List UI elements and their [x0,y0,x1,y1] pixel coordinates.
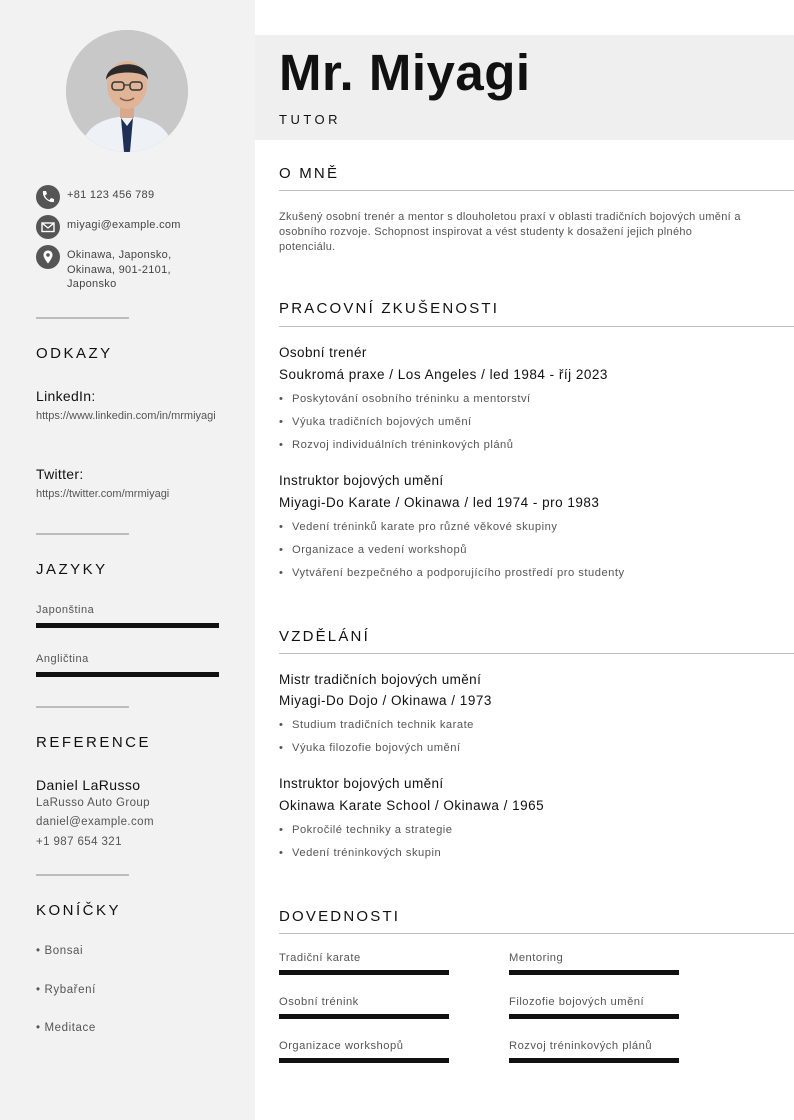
page-title: Mr. Miyagi [279,44,531,101]
section-divider [279,653,794,654]
language-name: Japonština [36,604,95,616]
skill-level-bar [509,1014,679,1019]
bullet-glyph: • [36,945,41,957]
language-level-bar [36,672,219,677]
education-bullet [279,742,461,754]
skills-heading: DOVEDNOSTI [279,908,401,925]
bullet-glyph: • [36,984,41,996]
linkedin-label: LinkedIn: [36,388,96,404]
twitter-label: Twitter: [36,466,84,482]
bullet-text: Organizace a vedení workshopů [292,544,467,556]
divider [36,706,129,708]
bullet-glyph: • [279,544,284,556]
reference-phone: +1 987 654 321 [36,836,122,848]
job-subtitle: Soukromá praxe / Los Angeles / led 1984 - říj 2023 [279,367,608,382]
bullet-glyph: • [279,719,284,731]
reference-name: Daniel LaRusso [36,777,141,793]
bullet-text: Pokročilé techniky a strategie [292,824,453,836]
hobby-label: Rybaření [44,984,96,996]
bullet-text: Studium tradičních technik karate [292,719,474,731]
bullet-glyph: • [279,439,284,451]
skill-name: Osobní trénink [279,996,359,1008]
skill-level-bar [279,1014,449,1019]
education-title: Instruktor bojových umění [279,776,444,791]
linkedin-link[interactable]: https://www.linkedin.com/in/mrmiyagi [36,410,216,422]
job-subtitle: Miyagi-Do Karate / Okinawa / led 1974 - pro 1983 [279,495,600,510]
education-subtitle: Miyagi-Do Dojo / Okinawa / 1973 [279,693,492,708]
bullet-text: Vytváření bezpečného a podporujícího prostředí pro studenty [292,567,625,579]
reference-email[interactable]: daniel@example.com [36,816,154,828]
profile-photo [66,30,188,152]
job-bullet [279,521,557,533]
languages-heading: JAZYKY [36,561,108,578]
divider [36,317,129,319]
job-bullet [279,393,531,405]
bullet-text: Výuka filozofie bojových umění [292,742,461,754]
bullet-glyph: • [279,393,284,405]
skill-level-bar [509,1058,679,1063]
divider [36,533,129,535]
education-subtitle: Okinawa Karate School / Okinawa / 1965 [279,798,545,813]
phone-text: +81 123 456 789 [67,189,155,201]
mail-icon [36,215,60,239]
bullet-glyph: • [279,416,284,428]
phone-icon [36,185,60,209]
section-divider [279,190,794,191]
experience-heading: PRACOVNÍ ZKUŠENOSTI [279,300,500,317]
education-bullet [279,719,474,731]
language-level-bar [36,623,219,628]
bullet-text: Vedení tréninkových skupin [292,847,442,859]
bullet-glyph: • [279,521,284,533]
bullet-text: Poskytování osobního tréninku a mentorství [292,393,531,405]
bullet-glyph: • [279,824,284,836]
job-bullet [279,544,467,556]
job-bullet [279,439,514,451]
links-heading: ODKAZY [36,345,113,362]
bullet-glyph: • [279,847,284,859]
bullet-glyph: • [279,742,284,754]
skill-name: Tradiční karate [279,952,361,964]
bullet-text: Výuka tradičních bojových umění [292,416,472,428]
about-heading: O MNĚ [279,165,340,182]
address-text: Okinawa, Japonsko, Okinawa, 901-2101, Japonsko [67,249,172,290]
section-divider [279,933,794,934]
skill-name: Mentoring [509,952,564,964]
job-title: Instruktor bojových umění [279,473,444,488]
skill-level-bar [279,1058,449,1063]
location-pin-icon [36,245,60,269]
reference-heading: REFERENCE [36,734,152,751]
education-heading: VZDĚLÁNÍ [279,628,370,645]
job-title: Osobní trenér [279,345,367,360]
hobby-item [36,1022,96,1034]
skill-name: Organizace workshopů [279,1040,404,1052]
bullet-text: Rozvoj individuálních tréninkových plánů [292,439,514,451]
about-text: Zkušený osobní trenér a mentor s dlouholetou praxí v oblasti tradičních bojových umění a osobního rozvoje. Schopnost inspirovat a vést studenty k dosažení jejich plného potenciálu. [279,211,741,253]
hobby-label: Bonsai [44,945,84,957]
divider [36,874,129,876]
bullet-text: Vedení tréninků karate pro různé věkové skupiny [292,521,558,533]
job-bullet [279,416,472,428]
skill-level-bar [279,970,449,975]
skill-name: Rozvoj tréninkových plánů [509,1040,653,1052]
skill-name: Filozofie bojových umění [509,996,645,1008]
hobbies-heading: KONÍČKY [36,902,122,919]
sidebar [0,0,255,1120]
skill-level-bar [509,970,679,975]
bullet-glyph: • [36,1022,41,1034]
language-name: Angličtina [36,653,89,665]
education-title: Mistr tradičních bojových umění [279,672,482,687]
section-divider [279,326,794,327]
bullet-glyph: • [279,567,284,579]
hobby-item [36,984,96,996]
reference-company: LaRusso Auto Group [36,797,150,809]
education-bullet [279,847,441,859]
hobby-item [36,945,83,957]
job-bullet [279,567,625,579]
job-role: TUTOR [279,112,342,127]
twitter-link[interactable]: https://twitter.com/mrmiyagi [36,488,170,500]
email-text[interactable]: miyagi@example.com [67,219,181,231]
education-bullet [279,824,453,836]
main-content [255,0,794,1120]
hobby-label: Meditace [44,1022,96,1034]
